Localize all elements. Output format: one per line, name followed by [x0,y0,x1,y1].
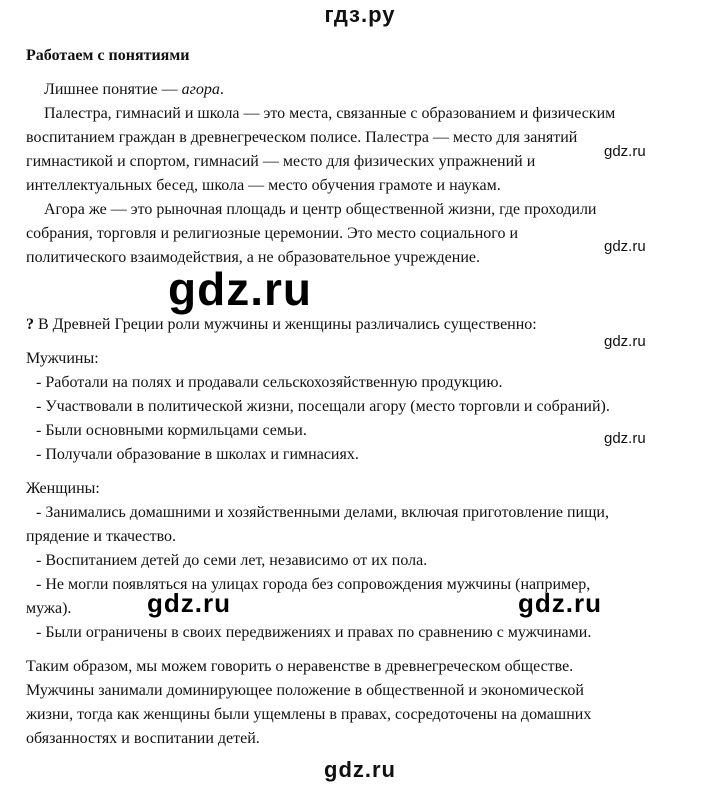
paragraph-1-line: гимнастикой и спортом, гимнасий — место для физических упражнений и [26,153,536,170]
watermark-top: гдз.ру [324,2,396,27]
paragraph-1-line: интеллектуальных бесед, школа — место обучения грамоте и наукам. [26,177,501,194]
women-item-continuation: мужа). [26,600,72,617]
odd-term: агора [181,81,220,98]
watermark-big-right: gdz.ru [518,588,602,618]
watermark-big-left: gdz.ru [147,588,231,618]
watermark-side-4: gdz.ru [604,430,646,447]
question-mark: ? [26,316,34,333]
odd-concept-line [44,80,224,100]
men-item: - Были основными кормильцами семьи. [36,422,307,439]
conclusion-line: обязанностях и воспитании детей. [26,730,260,747]
women-item: - Воспитанием детей до семи лет, независимо от их пола. [36,552,428,569]
odd-prefix: Лишнее понятие — [44,81,182,98]
conclusion-line: Мужчины занимали доминирующее положение в общественной и экономической [26,682,584,699]
women-item: - Были ограничены в своих передвижениях и правах по сравнению с мужчинами. [36,624,592,641]
question-text: В Древней Греции роли мужчины и женщины различались существенно: [34,316,537,333]
odd-suffix: . [219,81,224,98]
men-item: - Работали на полях и продавали сельскохозяйственную продукцию. [36,374,503,391]
women-item: - Занимались домашними и хозяйственными делами, включая приготовление пищи, [36,504,609,521]
watermark-bottom: gdz.ru [324,757,396,782]
men-item: - Получали образование в школах и гимнасиях. [36,446,359,463]
question-intro [26,315,537,335]
paragraph-2-line: собрания, торговля и религиозные церемонии. Это место социального и [26,225,518,242]
men-title: Мужчины: [26,350,99,367]
watermark-big-center: gdz.ru [168,263,312,315]
paragraph-2-line: Агора же — это рыночная площадь и центр общественной жизни, где проходили [44,201,597,218]
watermark-side-3: gdz.ru [604,333,646,350]
paragraph-1-line: Палестра, гимнасий и школа — это места, связанные с образованием и физическим [44,105,616,122]
paragraph-2-line: политического взаимодействия, а не образовательное учреждение. [26,249,480,266]
paragraph-1-line: воспитанием граждан в древнегреческом полисе. Палестра — место для занятий [26,129,578,146]
watermark-side-2: gdz.ru [604,238,646,255]
conclusion-line: Таким образом, мы можем говорить о неравенстве в древнегреческом обществе. [26,658,574,675]
women-item: - Не могли появляться на улицах города без сопровождения мужчины (например, [36,576,591,593]
men-item: - Участвовали в политической жизни, посещали агору (место торговли и собраний). [36,398,610,415]
women-title: Женщины: [26,480,100,497]
watermark-side-1: gdz.ru [604,143,646,160]
conclusion-line: жизни, тогда как женщины были ущемлены в правах, сосредоточены на домашних [26,706,592,723]
section-heading: Работаем с понятиями [26,47,190,64]
women-item-continuation: прядение и ткачество. [26,528,177,545]
